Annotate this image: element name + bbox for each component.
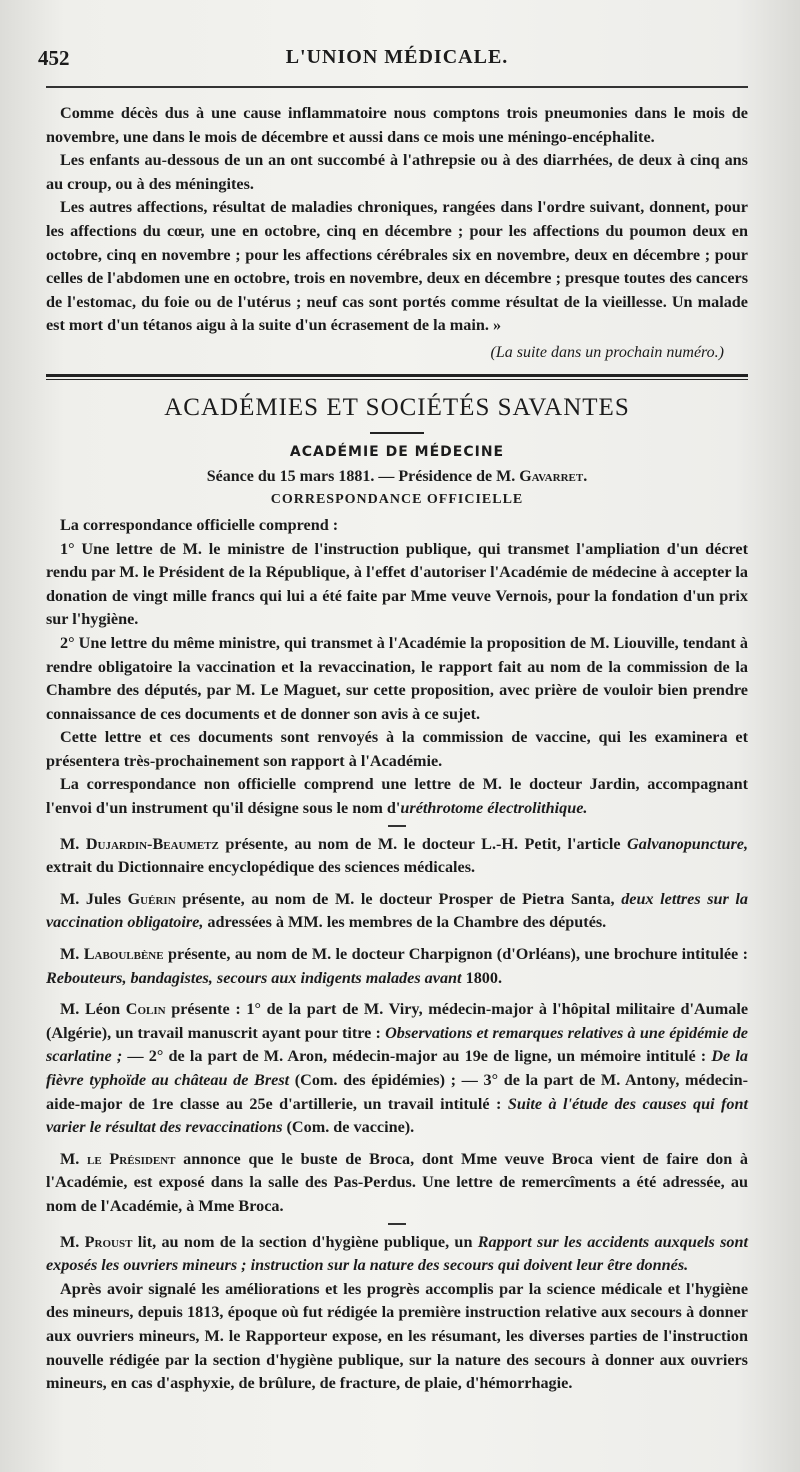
text-run: lit, au nom de la section d'hygiène publique, un [132,1232,478,1251]
text-run: (Com. de vaccine). [282,1118,415,1137]
person-name: Dujardin-Beaumetz [85,834,219,853]
italic-run: deux lettres sur la vaccination obligatoire, [46,889,748,932]
paragraph: Après avoir signalé les améliorations et les progrès accomplis par la science médicale et l'hygiène des mineurs, depuis 1813, époque où fut rédigée la première instruction relative aux secours à donner aux ouvriers mineurs, M. le Rapporteur expose, en les résumant, les diverses parties de l'instruction nouvelle rédigée par la section d'hygiène publique, sur la nature des secours à donner aux ouvriers mineurs, en cas d'asphyxie, de brûlure, de fracture, de plaie, d'hémorrhagie. [46,1279,748,1393]
paragraph [46,998,748,1140]
session-date: Séance du 15 mars 1881. — Présidence de M. [206,467,520,485]
text-run: présente, au nom de M. le docteur Prosper de Pietra Santa, [175,889,622,908]
correspondence-heading: CORRESPONDANCE OFFICIELLE [270,491,524,507]
intro-paragraph: Les enfants au-dessous de un an ont succombé à l'athrepsie ou à des diarrhées, de deux à cinq ans au croup, ou à des méningites. [46,151,748,193]
title-underline [370,432,424,434]
person-name: Guérin [127,889,176,908]
header-rule [46,86,748,88]
text-run: M. [60,1232,85,1251]
text-run: 1800. [461,968,503,987]
paragraph: La correspondance officielle comprend : [60,515,339,534]
section-title: ACADÉMIES ET SOCIÉTÉS SAVANTES [164,393,630,421]
paragraph: 1° Une lettre de M. le ministre de l'instruction publique, qui transmet l'ampliation d'un décret rendu par M. le Président de la République, à l'effet d'autoriser l'Académie de médecine à accepter la donation de vingt mille francs qui lui a été faite par Mme veuve Vernois, pour la fondation d'un prix sur l'hygiène. [46,539,748,629]
session-text [46,514,748,1396]
text-run: extrait du Dictionnaire encyclopédique des sciences médicales. [46,858,476,877]
text-run: M. [60,834,86,853]
person-name: Laboulbène [83,945,164,964]
italic-run: Suite à l'étude des causes qui font varier le résultat des revaccinations [46,1094,748,1137]
paragraph [46,833,748,880]
text-run: — 2° de la part de M. Aron, médecin-major au 19e de ligne, un mémoire intitulé : [122,1047,712,1066]
text-run: adressées à MM. les membres de la Chambre des députés. [203,913,607,932]
running-title: L'UNION MÉDICALE. [285,46,509,68]
person-name: Proust [84,1232,133,1251]
italic-run: De la fièvre typhoïde au château de Brest [46,1047,748,1089]
spacer [46,990,748,998]
president-name: Gavarret. [519,467,588,485]
paragraph [46,773,748,820]
text-run: La correspondance non officielle comprend une lettre de M. le docteur Jardin, accompagnant l'envoi d'un instrument qu'il désigne sous le nom d' [46,775,748,818]
paragraph [46,1148,748,1219]
separator [388,825,406,827]
spacer [46,1140,748,1148]
paragraph: 2° Une lettre du même ministre, qui transmet à l'Académie la proposition de M. Liouville, tendant à rendre obligatoire la vaccination et la revaccination, le rapport fait au nom de la commission de la Chambre des députés, par M. Le Maguet, sur cette proposition, avec prière de vouloir bien prendre connaissance de ces documents et de donner son avis à ce sujet. [46,633,748,723]
text-run: présente, au nom de M. le docteur Charpignon (d'Orléans), une brochure intitulée : [163,945,749,964]
page-number: 452 [38,46,70,70]
text-run: annonce que le buste de Broca, dont Mme veuve Broca vient de faire don à l'Académie, est exposé dans la salle des Pas-Perdus. Une lettre de remercîments a été adressée, au nom de l'Académie, à Mme Broca. [46,1149,748,1215]
text-run: (Com. des épidémies) ; — 3° de la part de M. Antony, médecin-aide-major de 1re classe au 25e d'artillerie, un travail intitulé : [46,1071,748,1113]
text-run: M. Jules [60,889,128,908]
paragraph [46,943,748,990]
italic-run: uréthrotome électrolithique. [400,799,588,818]
spacer [46,935,748,943]
italic-run: Galvanopuncture, [627,834,749,853]
text-run: M. [60,1149,88,1168]
italic-run: Observations et remarques relatives à une épidémie de scarlatine ; [46,1023,748,1066]
intro-paragraph: Les autres affections, résultat de maladies chroniques, rangées dans l'ordre suivant, donnent, pour les affections du cœur, une en octobre, cinq en décembre ; pour les affections du poumon deux en octobre, cinq en novembre ; pour les affections cérébrales six en novembre, deux en décembre ; pour celles de l'abdomen une en octobre, trois en novembre, deux en décembre ; presque toutes des cancers de l'estomac, du foie ou de l'utérus ; neuf cas sont portés comme résultat de la vieillesse. Un malade est mort d'un tétanos aigu à la suite d'un écrasement de la main. » [46,198,748,335]
italic-run: Rebouteurs, bandagistes, secours aux indigents malades avant [46,968,462,987]
text-run: M. [60,945,84,964]
spacer [46,880,748,888]
paragraph: Cette lettre et ces documents sont renvoyés à la commission de vaccine, qui les examinera et présentera très-prochainement son rapport à l'Académie. [46,728,748,770]
page-header [38,46,748,76]
italic-run: Rapport sur les accidents auxquels sont exposés les ouvriers mineurs ; instruction sur la nature des secours qui doivent leur être donnés. [46,1232,748,1275]
person-name: le Président [87,1149,176,1168]
continuation-note: (La suite dans un prochain numéro.) [490,343,724,361]
academy-heading: ACADÉMIE DE MÉDECINE [289,443,505,460]
paragraph [46,1231,748,1278]
person-name: Colin [125,1000,166,1019]
intro-paragraph: Comme décès dus à une cause inflammatoire nous comptons trois pneumonies dans le mois de novembre, une dans le mois de décembre et aussi dans ce mois une méningo-encéphalite. [46,104,748,146]
separator [388,1223,406,1225]
text-run: présente : 1° de la part de M. Viry, médecin-major à l'hôpital militaire d'Aumale (Algérie), un travail manuscrit ayant pour titre : [46,1000,749,1042]
text-run: M. Léon [60,1000,126,1019]
paragraph [46,888,748,935]
session-line [46,468,748,486]
intro-text [46,102,748,338]
text-run: présente, au nom de M. le docteur L.-H. Petit, l'article [218,834,628,853]
section-divider [46,374,748,380]
